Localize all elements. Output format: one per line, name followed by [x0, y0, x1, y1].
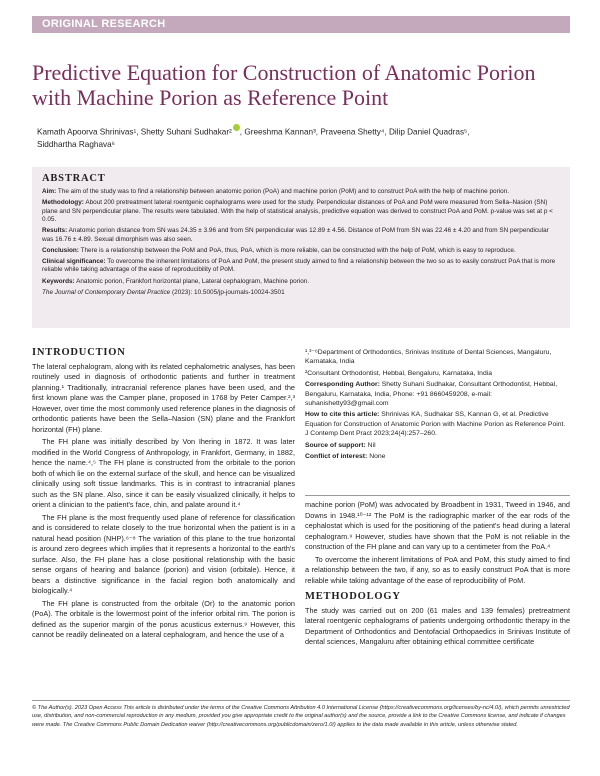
corresponding-author: Corresponding Author: Shetty Suhani Sudhakar, Consultant Orthodontist, Hebbal, Bengaluru, Karnataka, India, Phone: +91 8660459208, e-mail: suhanishetty93@gmail.com: [305, 381, 558, 408]
intro-paragraph-4: The FH plane is constructed from the orbitale (Or) to the anatomic porion (PoA). The orbitale is the lowermost point of the inferior orbital rim. The porion is defined as the superior margin of the porus acusticus externus.⁹ However, this cannot be readily delineated on a lateral cephalogram, and hence the use of a: [32, 598, 295, 639]
intro-paragraph-1: The lateral cephalogram, along with its related cephalometric analyses, has been routinely used in diagnosis of orthodontic patients and further in treatment planning.¹ Traditionally, intracranial reference planes have been used, and the first known plane was the Camper plane, proposed in 1768 by Peter Camper.²,³ However, over time the most commonly used reference planes in the diagnosis of orthodontic patients have been the Sella–Nasion (SN) plane and the Frankfort horizontal (FH) plane.: [32, 361, 295, 434]
methodology-heading: METHODOLOGY: [305, 591, 401, 602]
intro-paragraph-2: The FH plane was initially described by Von Ihering in 1872. It was later modified in the World Congress of Anthropology, in Frankfort, Germany, in 1882, hence the name.⁴,⁵ The FH plane is constructed from the orbitale to the porion both of which lie on the external surface of the skull, and hence can be visualized clinically using soft tissue landmarks. This is in contrast to intracranial planes such as the SN plane. Also, since it can be easily visualized clinically, it helps to orient a clinician to the patient's face, chin, and palate around it.⁴: [32, 437, 295, 509]
author-names-1b: , Greeshma Kannan³, Praveena Shetty⁴, Dilip Daniel Quadras⁵,: [239, 127, 470, 137]
author-names-2: Siddhartha Raghava⁶: [37, 140, 116, 150]
left-column: [32, 348, 295, 643]
right-column: [305, 500, 570, 650]
abstract-conclusion: Conclusion: There is a relationship between the PoM and PoA, thus, PoA, which is more reliable, can be constructed with the help of PoM, which is easy to reproduce.: [42, 246, 516, 254]
how-to-cite: How to cite this article: Shrinivas KA, Sudhakar SS, Kannan G, et al. Predictive Equation for Construction of Anatomic Porion with Machine Porion as Reference Point. J Contemp Dent Pract 2023;24(4):257–260.: [305, 411, 566, 438]
abstract-methodology: Methodology: About 200 pretreatment lateral roentgenic cephalograms were used for the study. Perpendicular distances of PoA and PoM were measured from Sella–Nasion (SN) plane and SN perpendicular plane. The results were tabulated. With the help of statistical analysis, predictive equation was derived to construct PoA and PoM. p-value was set at p < 0.05.: [42, 199, 553, 224]
abstract-aim: Aim: The aim of the study was to find a relationship between anatomic porion (PoA) and machine porion (PoM) and to construct PoA with the help of machine porion.: [42, 188, 510, 195]
abstract-clinical-significance: Clinical significance: To overcome the inherent limitations of PoA and PoM, the present study aimed to find a relationship between the two so as to easily construct PoA that is more reliable while taking advantage of the ease of reproducibility of PoM.: [42, 258, 556, 274]
conflict-of-interest: Conflict of interest: None: [305, 453, 386, 461]
intro-paragraph-3: The FH plane is the most frequently used plane of reference for classification and is considered to relate closely to the true horizontal when the patient is in a natural head position (NHP).⁶⁻⁸ The variation of this plane to the true horizontal is around zero degrees which implies that it represents a horizontal to the earth's surface. Also, the FH plane has a close positional relationship with the basic sense organs of hearing and balance (porion) and vision (orbitale). Hence, it bears a distinctive significance in the facial region both anatomically and biologically.⁴: [32, 512, 295, 595]
abstract-box: [32, 167, 570, 328]
abstract-keywords: Keywords: Anatomic porion, Frankfort horizontal plane, Lateral cephalogram, Machine porion.: [42, 277, 310, 285]
affiliation-1: ¹,³⁻⁶Department of Orthodontics, Srinivas Institute of Dental Sciences, Mangaluru, Karnataka, India: [305, 349, 552, 366]
body-paragraph-aim: To overcome the inherent limitations of PoA and PoM, this study aimed to find a relationship between the two, if any, so as to easily construct PoA that is more reliable while taking advantage of the ease of reproducibility of PoM.: [305, 554, 570, 585]
article-type-banner: ORIGINAL RESEARCH: [32, 16, 570, 33]
article-title: Predictive Equation for Construction of Anatomic Porion with Machine Porion as Reference Point: [32, 60, 536, 110]
journal-citation[interactable]: The Journal of Contemporary Dental Practice (2023): 10.5005/jp-journals-10024-3501: [42, 288, 285, 296]
author-list: [37, 124, 557, 152]
methodology-paragraph: The study was carried out on 200 (61 males and 139 females) pretreatment lateral roentgenic cephalograms of patients undergoing orthodontic therapy in the Department of Orthodontics and Dentofacial Orthopaedics in Srinivas Institute of dental sciences, Mangaluru after obtaining ethical committee certificate: [305, 605, 570, 646]
introduction-heading: INTRODUCTION: [32, 347, 126, 358]
footer-divider: [32, 700, 570, 701]
body-paragraph-continued: machine porion (PoM) was advocated by Broadbent in 1931, Tweed in 1946, and Downs in 1948.¹⁰⁻¹² The PoM is the radiographic marker of the ear rods of the cephalostat which is used for the positioning of the patient's head during a lateral cephalogram.⁹ However, studies have shown that the PoM is not reliable in the construction of the FH plane and can vary up to a centimeter from the PoA.⁴: [305, 500, 570, 551]
abstract-heading: ABSTRACT: [42, 173, 106, 184]
abstract-results: Results: Anatomic porion distance from SN was 24.35 ± 3.96 and from SN perpendicular was 12.89 ± 4.56. Distance of PoM from SN was 22.46 ± 4.20 and from SN perpendicular was 16.76 ± 4.89. Sexual dimorphism was also seen.: [42, 227, 549, 243]
orcid-icon[interactable]: [233, 124, 240, 131]
column-divider: [305, 495, 570, 496]
affiliations-block: [305, 348, 570, 463]
source-of-support: Source of support: Nil: [305, 441, 376, 449]
affiliation-2: ²Consultant Orthodontist, Hebbal, Bengaluru, Karnataka, India: [305, 369, 493, 377]
author-names-1: Kamath Apoorva Shrinivas¹, Shetty Suhani Sudhakar²: [37, 127, 232, 137]
license-footer: © The Author(s). 2023 Open Access This article is distributed under the terms of the Creative Commons Attribution 4.0 International License (https://creativecommons.org/licenses/by-nc/4.0/), which permits unrestricted use, distribution, and non-commercial reproduction in any medium, provided you give appropriate credit to the original author(s) and the source, provide a link to the Creative Commons license, and indicate if changes were made. The Creative Commons Public Domain Dedication waiver (http://creativecommons.org/publicdomain/zero/1.0/) applies to the data made available in this article, unless otherwise stated.: [32, 705, 570, 728]
